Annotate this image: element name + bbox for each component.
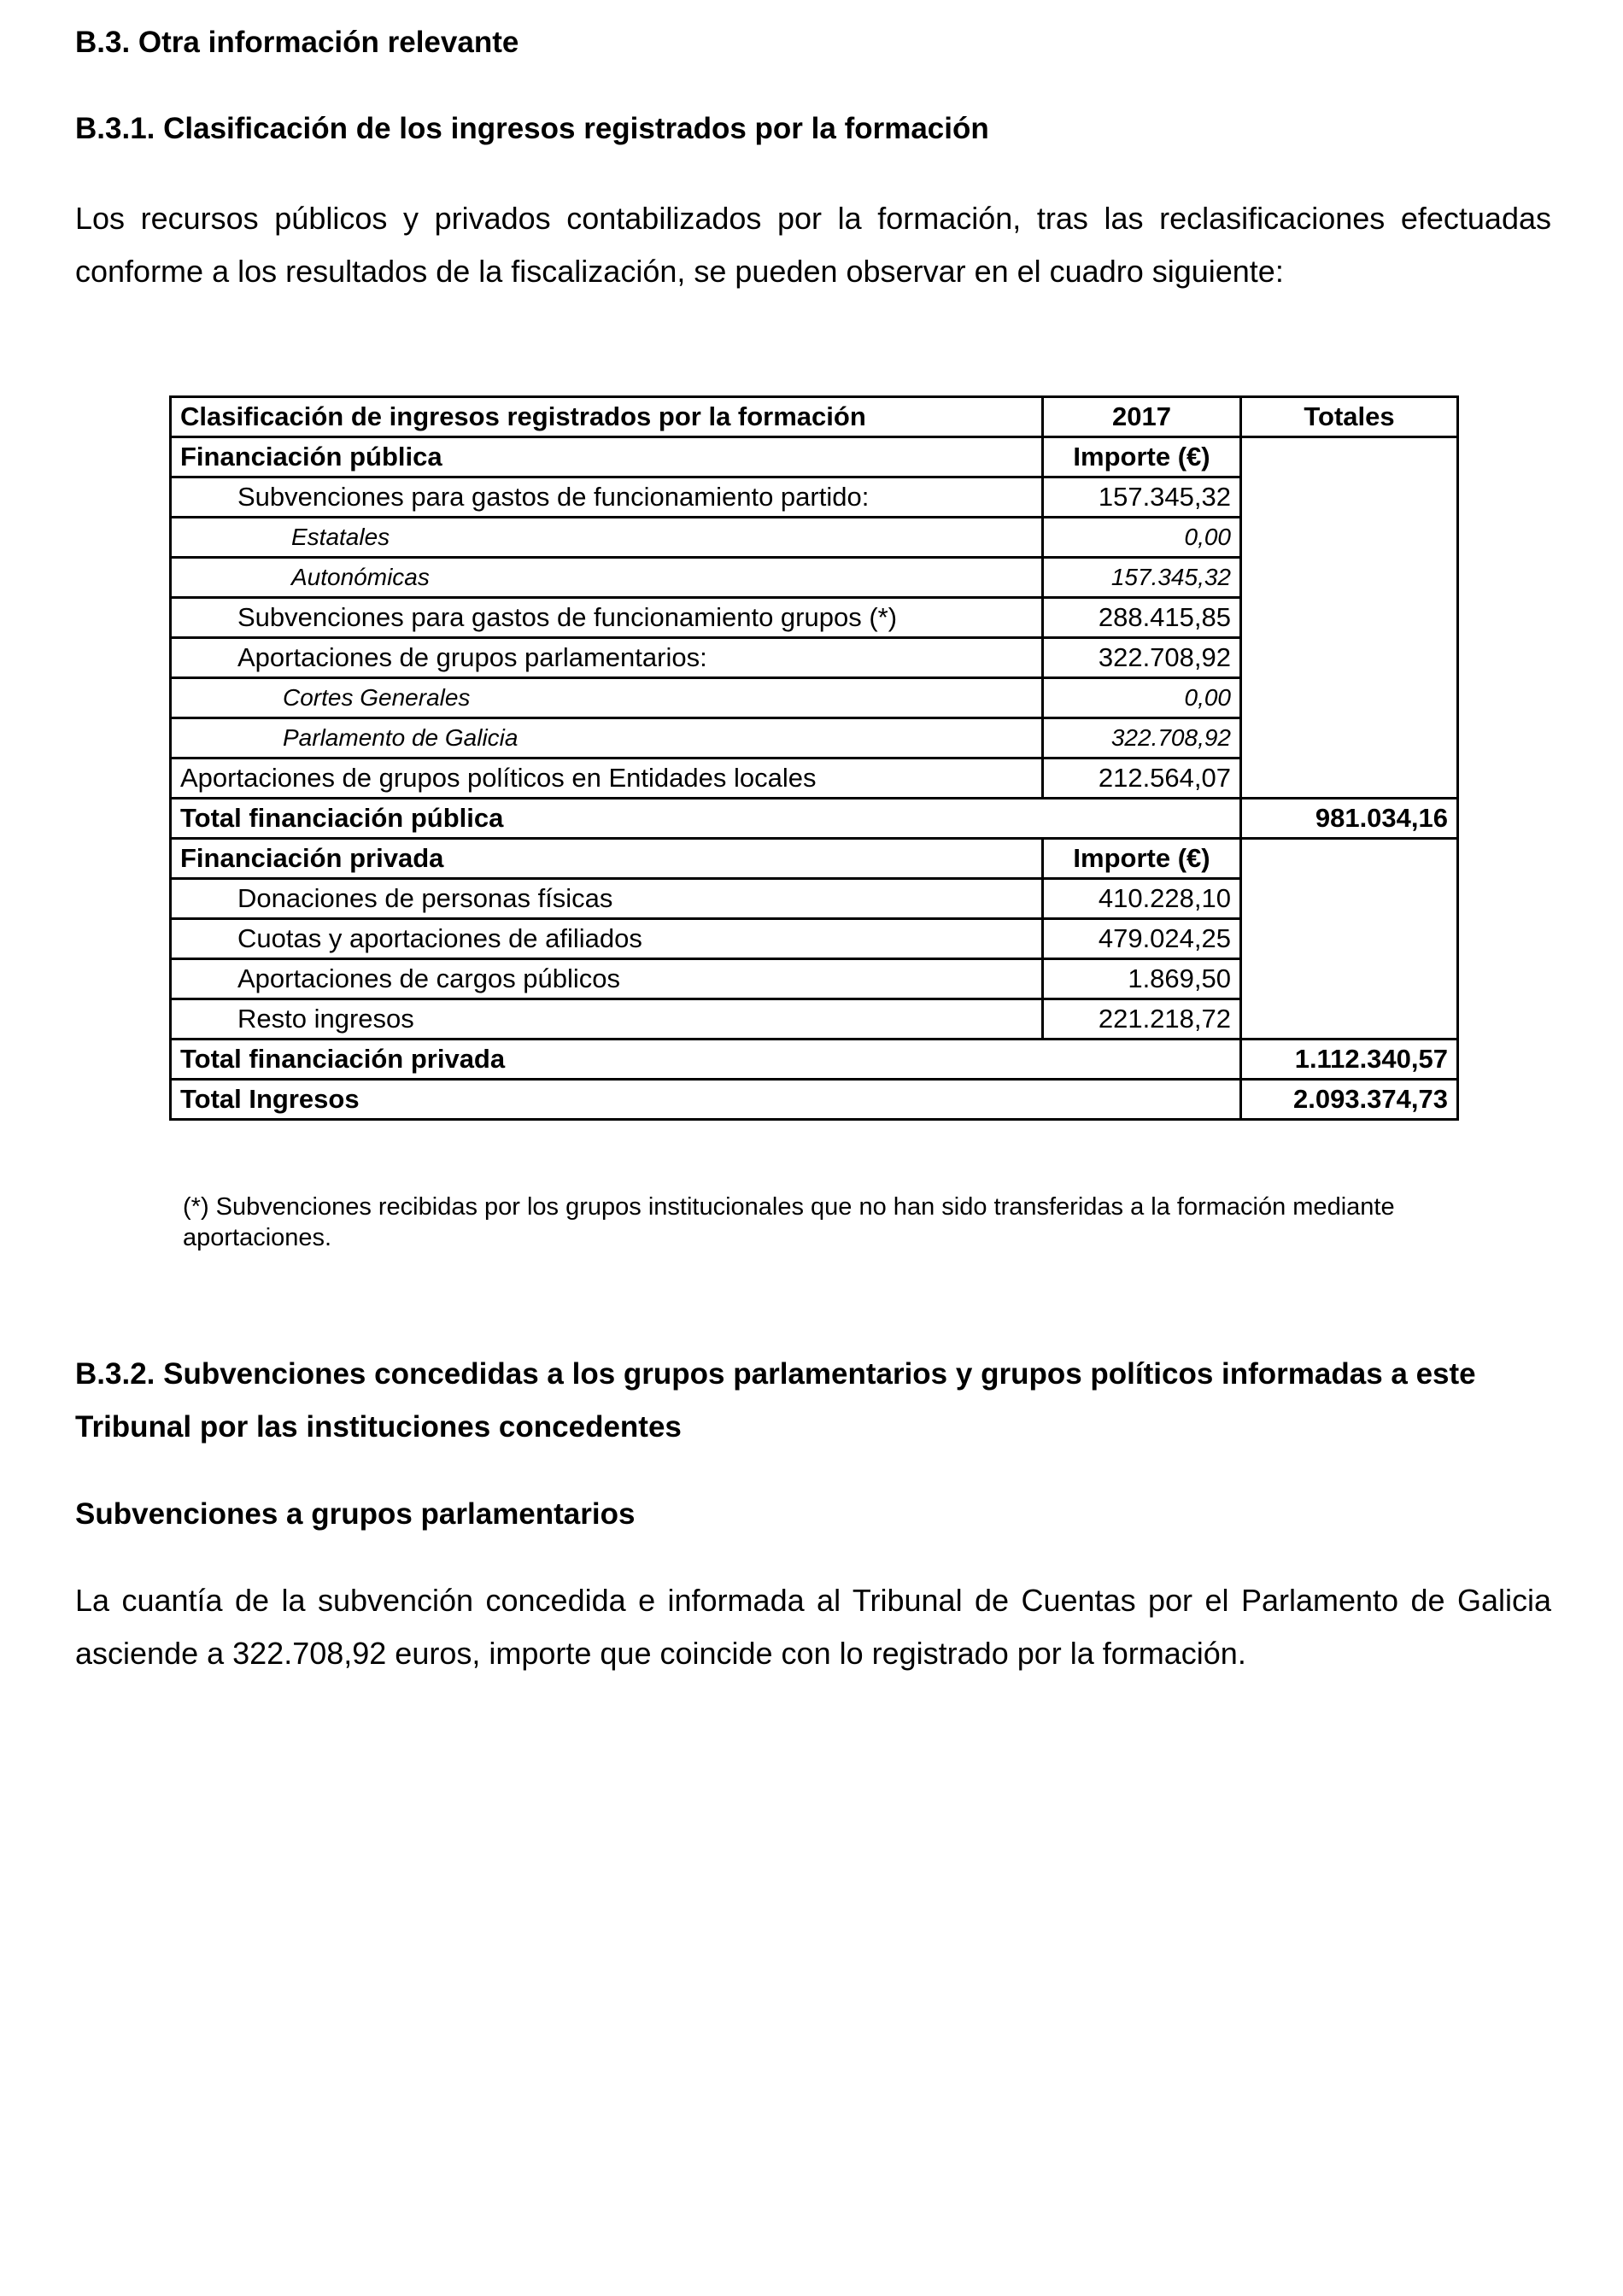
row-value: 1.869,50	[1043, 959, 1241, 999]
public-totals-blank	[1241, 437, 1458, 799]
private-total-row	[171, 1040, 1458, 1080]
row-value: 0,00	[1043, 678, 1241, 718]
header-totals: Totales	[1241, 397, 1458, 437]
header-year: 2017	[1043, 397, 1241, 437]
public-total-label: Total financiación pública	[171, 799, 1241, 839]
row-value: 157.345,32	[1043, 558, 1241, 598]
row-value: 410.228,10	[1043, 879, 1241, 919]
b32-paragraph: La cuantía de la subvención concedida e informada al Tribunal de Cuentas por el Parlamento de Galicia asciende a 322.708,92 euros, importe que coincide con lo registrado por la formación.	[75, 1583, 1551, 1671]
row-label: Resto ingresos	[171, 999, 1043, 1040]
table-header-row	[171, 397, 1458, 437]
public-section-title: Financiación pública	[171, 437, 1043, 477]
public-total-row	[171, 799, 1458, 839]
private-section-row	[171, 839, 1458, 879]
subsection-title: Subvenciones a grupos parlamentarios	[75, 1497, 636, 1531]
grand-total-value: 2.093.374,73	[1241, 1080, 1458, 1120]
row-label: Estatales	[171, 518, 1043, 558]
header-classification: Clasificación de ingresos registrados por la formación	[171, 397, 1043, 437]
section-title-b31: B.3.1. Clasificación de los ingresos registrados por la formación	[75, 112, 989, 145]
section-title-b32: B.3.2. Subvenciones concedidas a los grupos parlamentarios y grupos políticos informadas a este Tribunal por las instituciones concedentes	[75, 1357, 1476, 1444]
row-value: 221.218,72	[1043, 999, 1241, 1040]
private-amount-header: Importe (€)	[1043, 839, 1241, 879]
row-value: 212.564,07	[1043, 758, 1241, 799]
public-total-value: 981.034,16	[1241, 799, 1458, 839]
row-label: Aportaciones de grupos parlamentarios:	[171, 638, 1043, 678]
grand-total-row	[171, 1080, 1458, 1120]
row-value: 0,00	[1043, 518, 1241, 558]
row-label: Autonómicas	[171, 558, 1043, 598]
private-totals-blank	[1241, 839, 1458, 1040]
section-title-b3: B.3. Otra información relevante	[75, 26, 519, 59]
row-value: 322.708,92	[1043, 638, 1241, 678]
private-total-label: Total financiación privada	[171, 1040, 1241, 1080]
row-label: Cuotas y aportaciones de afiliados	[171, 919, 1043, 959]
public-amount-header: Importe (€)	[1043, 437, 1241, 477]
row-label: Subvenciones para gastos de funcionamiento grupos (*)	[171, 598, 1043, 638]
row-label: Cortes Generales	[171, 678, 1043, 718]
income-table-wrapper	[169, 395, 1456, 1121]
income-classification-table	[169, 395, 1459, 1121]
row-label: Donaciones de personas físicas	[171, 879, 1043, 919]
table-footnote: (*) Subvenciones recibidas por los grupos institucionales que no han sido transferidas a la formación mediante aportaciones.	[183, 1193, 1395, 1251]
private-section-title: Financiación privada	[171, 839, 1043, 879]
row-label: Subvenciones para gastos de funcionamiento partido:	[171, 477, 1043, 518]
row-label: Aportaciones de cargos públicos	[171, 959, 1043, 999]
public-section-row	[171, 437, 1458, 477]
private-total-value: 1.112.340,57	[1241, 1040, 1458, 1080]
row-value: 157.345,32	[1043, 477, 1241, 518]
row-label: Parlamento de Galicia	[171, 718, 1043, 758]
grand-total-label: Total Ingresos	[171, 1080, 1241, 1120]
row-value: 288.415,85	[1043, 598, 1241, 638]
row-value: 479.024,25	[1043, 919, 1241, 959]
row-value: 322.708,92	[1043, 718, 1241, 758]
row-label: Aportaciones de grupos políticos en Entidades locales	[171, 758, 1043, 799]
intro-paragraph: Los recursos públicos y privados contabilizados por la formación, tras las reclasificaciones efectuadas conforme a los resultados de la fiscalización, se pueden observar en el cuadro siguiente:	[75, 201, 1551, 289]
